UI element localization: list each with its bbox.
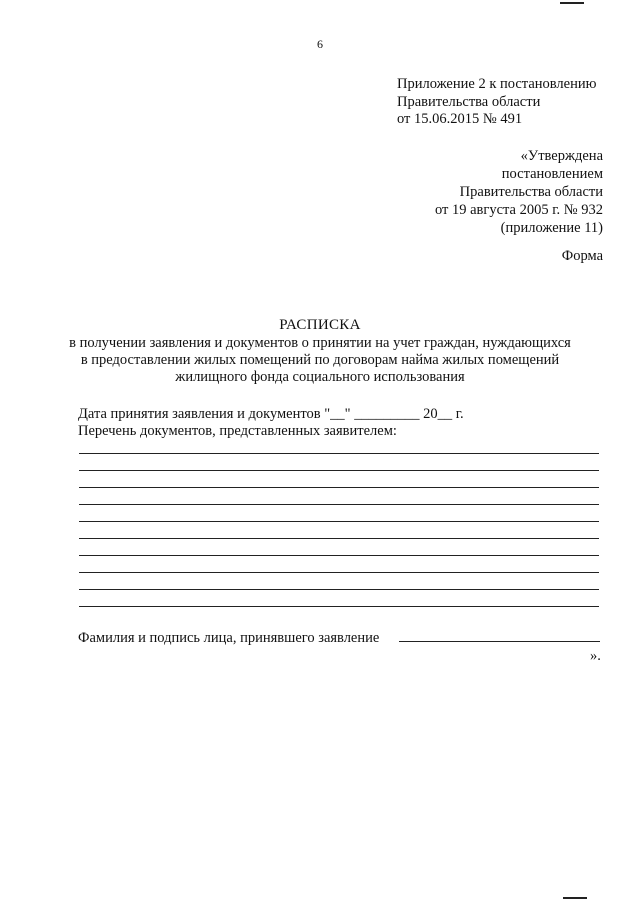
document-entry-line[interactable] xyxy=(79,504,599,505)
scan-mark xyxy=(560,2,584,4)
appendix-reference xyxy=(397,76,596,129)
document-entry-line[interactable] xyxy=(79,521,599,522)
signer-label: Фамилия и подпись лица, принявшего заявление xyxy=(78,630,380,646)
approval-line: постановлением xyxy=(501,166,603,182)
document-entry-line[interactable] xyxy=(79,572,599,573)
document-subtitle-line: жилищного фонда социального использования xyxy=(175,369,465,385)
approval-line: «Утверждена xyxy=(520,148,603,164)
signature-line[interactable] xyxy=(399,641,600,642)
scan-mark xyxy=(563,897,587,899)
closing-quote: ». xyxy=(590,648,601,664)
approval-line: Правительства области xyxy=(459,184,603,200)
document-entry-line[interactable] xyxy=(79,470,599,471)
receipt-date-field[interactable]: Дата принятия заявления и документов "__" _________ 20__ г. xyxy=(78,406,464,422)
form-label: Форма xyxy=(561,248,603,264)
document-subtitle-line: в получении заявления и документов о принятии на учет граждан, нуждающихся xyxy=(69,335,571,351)
document-title: РАСПИСКА xyxy=(279,317,361,333)
document-entry-line[interactable] xyxy=(79,538,599,539)
approval-line: от 19 августа 2005 г. № 932 xyxy=(434,202,603,218)
approval-block xyxy=(435,148,603,238)
appendix-line: от 15.06.2015 № 491 xyxy=(397,111,523,127)
page-number: 6 xyxy=(317,37,323,51)
documents-list-label: Перечень документов, представленных заявителем: xyxy=(78,423,397,439)
document-heading xyxy=(0,317,640,386)
appendix-line: Приложение 2 к постановлению xyxy=(397,76,597,92)
approval-line: (приложение 11) xyxy=(500,220,603,236)
document-subtitle-line: в предоставлении жилых помещений по договорам найма жилых помещений xyxy=(80,352,560,368)
document-entry-line[interactable] xyxy=(79,453,599,454)
document-entry-line[interactable] xyxy=(79,606,599,607)
appendix-line: Правительства области xyxy=(397,93,541,110)
document-entry-line[interactable] xyxy=(79,555,599,556)
document-entry-line[interactable] xyxy=(79,589,599,590)
document-entry-line[interactable] xyxy=(79,487,599,488)
